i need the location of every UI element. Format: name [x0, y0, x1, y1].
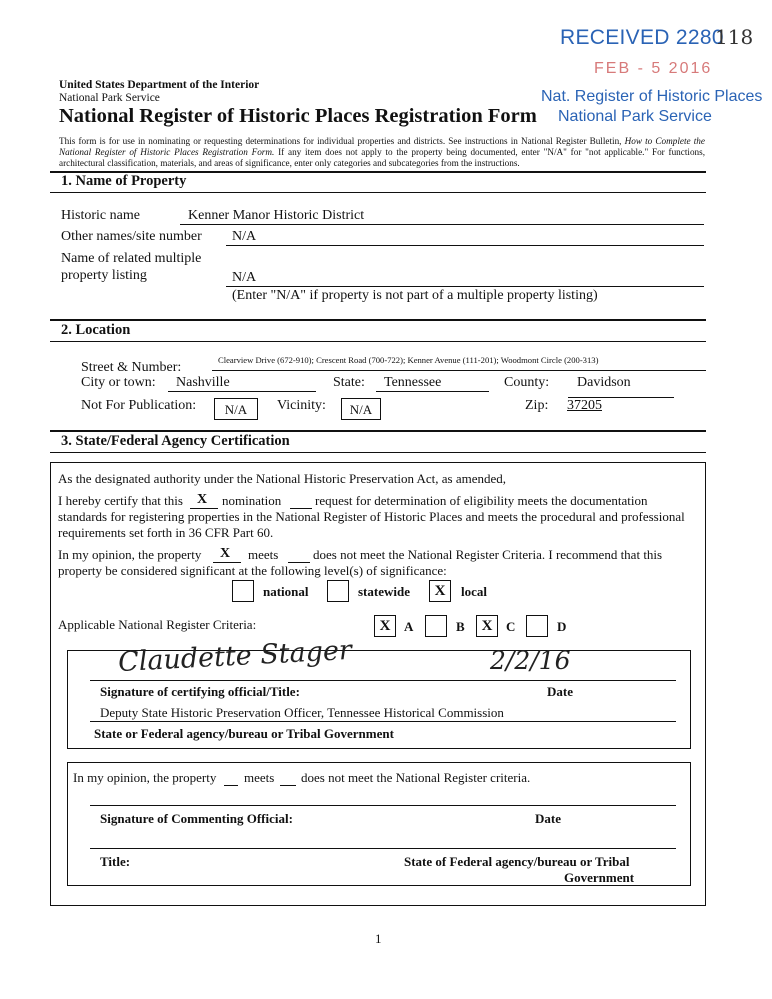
state-line: [376, 391, 489, 392]
criteria-c-label: C: [506, 619, 516, 634]
comment-title-line: [90, 848, 676, 849]
street-value: Clearview Drive (672-910); Crescent Road (700-722); Kenner Avenue (111-201); Woodmont Circle (200-313): [218, 355, 599, 365]
form-instructions: This form is for use in nominating or requesting determinations for individual properties and districts. See instructions in National Register Bulletin, How to Complete the National Register of Historic Places Registration Form. If any item does not apply to the property being documented, enter "N/A" for "not applicable." For functions, architectural classification, materials, and areas of significance, enter only categories and subcategories from the instructions.: [59, 136, 706, 168]
received-stamp: RECEIVED 2280: [560, 26, 724, 49]
comment-signature-label: Signature of Commenting Official:: [100, 811, 293, 826]
comment-blank-1: [224, 785, 238, 786]
related-listing-line: [226, 286, 704, 287]
criteria-d-label: D: [557, 619, 567, 634]
dept-name: United States Department of the Interior: [59, 79, 260, 91]
related-listing-label-2: property listing: [61, 268, 147, 283]
city-line: [168, 391, 316, 392]
certify-text-line2: standards for registering properties in the National Register of Historic Places and meets the procedural and professional: [58, 509, 685, 524]
historic-name-value: Kenner Manor Historic District: [188, 208, 365, 223]
historic-name-label: Historic name: [61, 208, 140, 223]
opinion-text-3: does not meet the National Register Criteria. I recommend that this: [313, 547, 663, 562]
other-names-value: N/A: [232, 229, 257, 244]
criteria-b-checkbox[interactable]: [425, 615, 447, 637]
comment-agency-label-1: State of Federal agency/bureau or Tribal: [404, 854, 630, 869]
statewide-label: statewide: [358, 584, 410, 599]
nfp-box: N/A: [214, 398, 258, 420]
street-label: Street & Number:: [81, 360, 182, 375]
zip-value: 37205: [567, 398, 602, 413]
county-value: Davidson: [577, 375, 631, 390]
opinion-text-2: meets: [248, 547, 279, 562]
official-title-line: [90, 721, 676, 722]
opinion-text-1: In my opinion, the property: [58, 547, 202, 562]
section1-heading: 1. Name of Property: [61, 173, 187, 189]
historic-name-line: [180, 224, 704, 225]
comment-signature-line: [90, 805, 676, 806]
opinion-text-line2: property be considered significant at the following level(s) of significance:: [58, 563, 447, 578]
comment-date-label: Date: [535, 811, 561, 826]
certify-text-1: I hereby certify that this: [58, 493, 183, 508]
nfp-label: Not For Publication:: [81, 398, 197, 413]
comment-agency-label-2: Government: [564, 870, 635, 885]
official-signature: Claudette Stager: [117, 634, 353, 679]
city-value: Nashville: [176, 375, 230, 390]
comment-opinion-text-3: does not meet the National Register criteria.: [301, 770, 531, 785]
criteria-c-checkbox[interactable]: X: [476, 615, 498, 637]
national-label: national: [263, 584, 309, 599]
criteria-label: Applicable National Register Criteria:: [58, 617, 257, 632]
state-value: Tennessee: [384, 375, 442, 390]
page-number: 1: [375, 931, 382, 946]
certify-text-2: nomination: [222, 493, 282, 508]
comment-opinion-text-1: In my opinion, the property: [73, 770, 217, 785]
stamp-date: FEB - 5 2016: [594, 60, 713, 77]
comment-blank-2: [280, 785, 296, 786]
official-title-value: Deputy State Historic Preservation Officer, Tennessee Historical Commission: [100, 705, 504, 720]
related-listing-label-1: Name of related multiple: [61, 251, 202, 266]
comment-title-label: Title:: [100, 854, 131, 869]
related-listing-value: N/A: [232, 270, 257, 285]
certify-text-line3: requirements set forth in 36 CFR Part 60.: [58, 525, 274, 540]
agency-label: State or Federal agency/bureau or Tribal Government: [94, 726, 394, 741]
date-label: Date: [547, 684, 573, 699]
section2-heading: 2. Location: [61, 322, 131, 338]
section2-heading-rule: [50, 341, 706, 342]
form-title: National Register of Historic Places Registration Form: [59, 105, 537, 127]
certify-text-3: request for determination of eligibility meets the documentation: [315, 493, 648, 508]
vicinity-label: Vicinity:: [277, 398, 326, 413]
vicinity-box: N/A: [341, 398, 381, 420]
street-line: [212, 370, 706, 371]
local-label: local: [461, 584, 487, 599]
stamp-service: National Park Service: [558, 108, 712, 125]
state-label: State:: [333, 375, 365, 390]
local-checkbox[interactable]: X: [429, 580, 451, 602]
section3-heading: 3. State/Federal Agency Certification: [61, 433, 290, 449]
other-names-label: Other names/site number: [61, 229, 202, 244]
section2-top-rule: [50, 319, 706, 321]
opinion-mark: X: [220, 546, 231, 561]
zip-label: Zip:: [525, 398, 549, 413]
national-checkbox[interactable]: [232, 580, 254, 602]
official-signature-date: 2/2/16: [490, 646, 571, 675]
service-name: National Park Service: [59, 92, 160, 104]
certify-mark: X: [197, 492, 208, 507]
city-label: City or town:: [81, 375, 156, 390]
stamp-register: Nat. Register of Historic Places: [541, 88, 763, 105]
other-names-line: [226, 245, 704, 246]
criteria-a-checkbox[interactable]: X: [374, 615, 396, 637]
section3-top-rule: [50, 430, 706, 432]
county-label: County:: [504, 375, 550, 390]
statewide-checkbox[interactable]: [327, 580, 349, 602]
criteria-d-checkbox[interactable]: [526, 615, 548, 637]
criteria-a-label: A: [404, 619, 414, 634]
comment-opinion-text-2: meets: [244, 770, 275, 785]
section1-heading-rule: [50, 192, 706, 193]
related-listing-note: (Enter "N/A" if property is not part of a multiple property listing): [232, 288, 598, 303]
section3-heading-rule: [50, 452, 706, 453]
signature-line: [90, 680, 676, 681]
signature-label: Signature of certifying official/Title:: [100, 684, 300, 699]
authority-text: As the designated authority under the National Historic Preservation Act, as amended,: [58, 471, 507, 486]
handwritten-number: 118: [715, 25, 754, 49]
criteria-b-label: B: [456, 619, 465, 634]
